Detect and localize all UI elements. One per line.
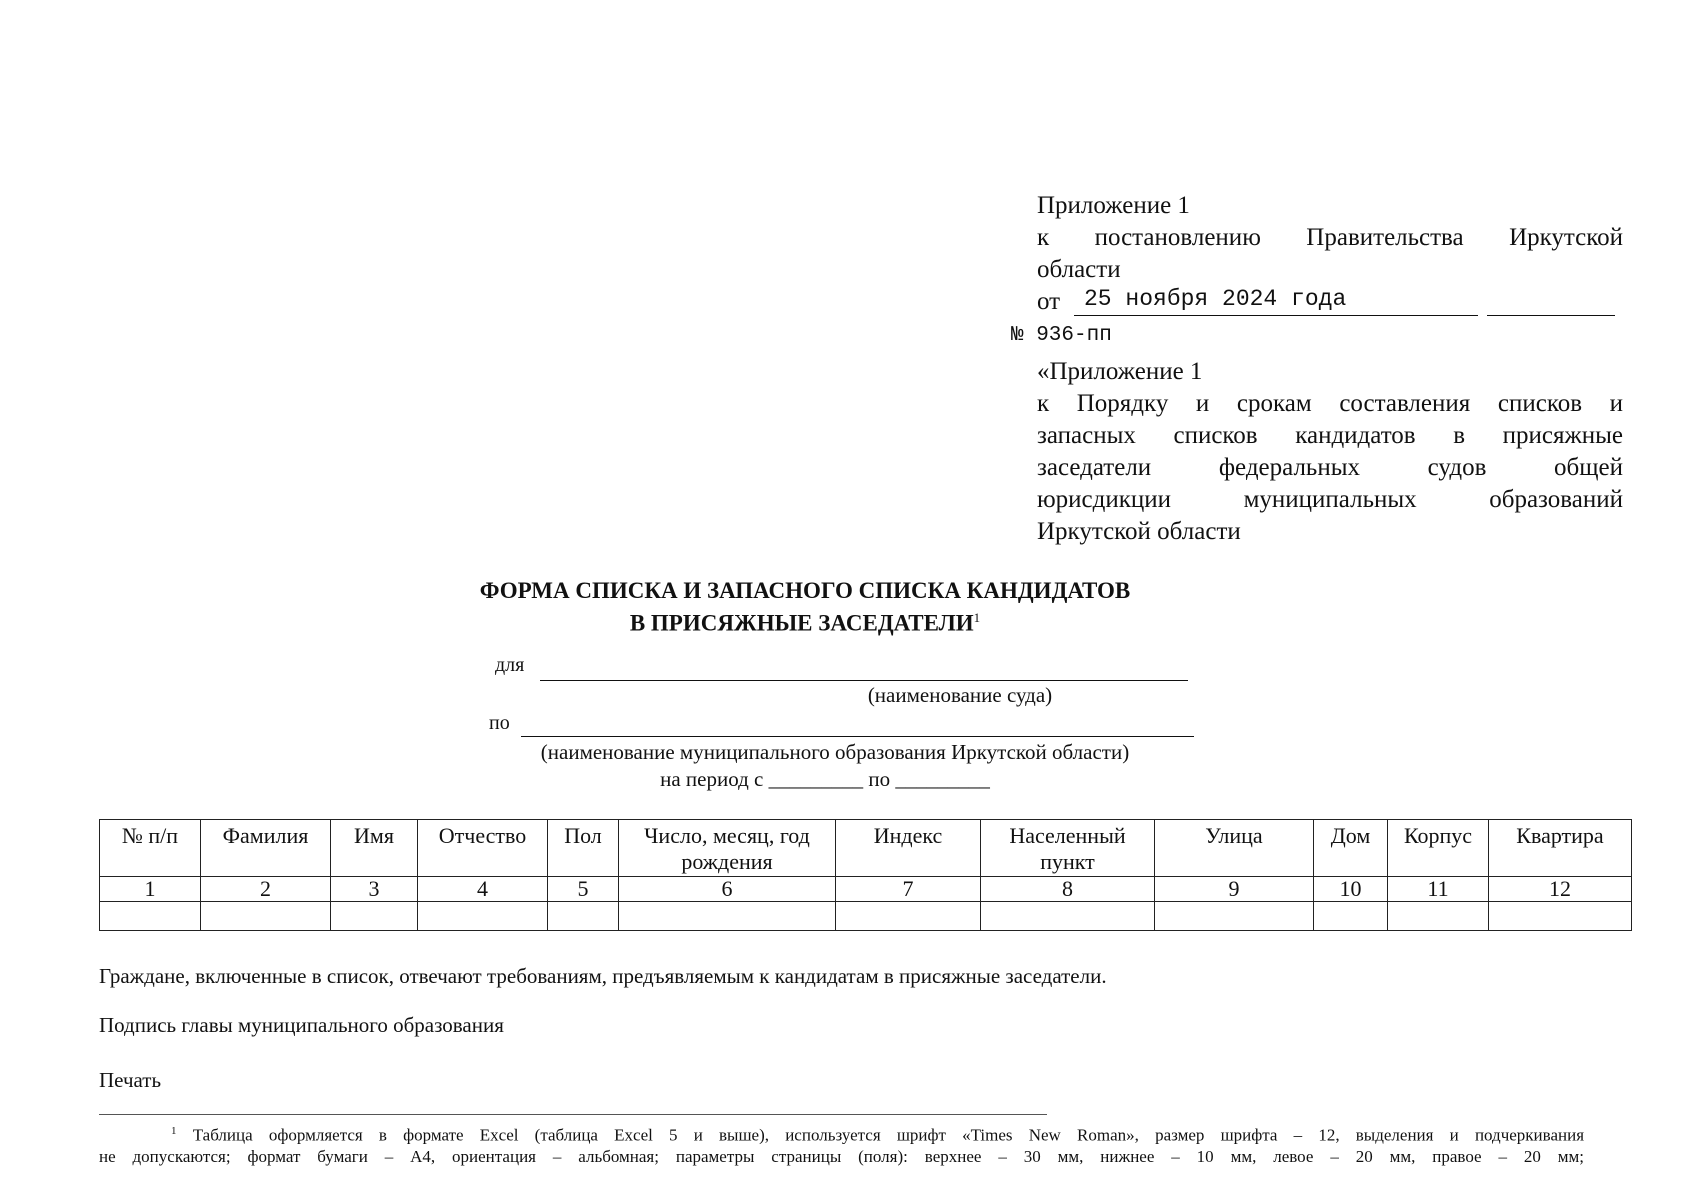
table-cell[interactable]	[418, 902, 548, 931]
table-cell[interactable]	[981, 902, 1155, 931]
appendix-header	[1011, 190, 1623, 548]
period-prefix: на период с	[660, 767, 764, 791]
period-to-field[interactable]: _________	[895, 767, 990, 791]
column-header: Индекс	[836, 820, 981, 877]
period-mid: по	[868, 767, 891, 791]
footnote-line-1	[99, 1121, 1584, 1146]
column-number: 1	[100, 877, 201, 902]
table-cell[interactable]	[548, 902, 619, 931]
resolution-line: к постановлению Правительства Иркутской	[1037, 224, 1623, 251]
court-caption: (наименование суда)	[867, 683, 1053, 707]
signature-label: Подпись главы муниципального образования	[99, 1013, 504, 1037]
column-header: № п/п	[100, 820, 201, 877]
column-header: Отчество	[418, 820, 548, 877]
stamp-label: Печать	[99, 1068, 162, 1092]
form-title-line-2	[420, 604, 1190, 637]
column-header: Населенный пункт	[981, 820, 1155, 877]
by-label: по	[489, 712, 510, 734]
column-header: Улица	[1155, 820, 1314, 877]
appendix-label: Приложение 1	[1037, 192, 1190, 219]
court-name-line[interactable]	[540, 680, 1188, 681]
table-cell[interactable]	[100, 902, 201, 931]
resolution-date: 25 ноября 2024 года	[1084, 286, 1347, 312]
table-cell[interactable]	[1314, 902, 1388, 931]
for-label: для	[495, 654, 525, 676]
period-from-field[interactable]: _________	[768, 767, 864, 791]
date-underline	[1074, 315, 1478, 316]
number-underline	[1487, 315, 1615, 316]
table-cell[interactable]	[201, 902, 331, 931]
column-number: 11	[1388, 877, 1489, 902]
order-line: к Порядку и срокам составления списков и	[1037, 390, 1623, 417]
candidates-table	[99, 819, 1632, 931]
form-title-line-1: ФОРМА СПИСКА И ЗАПАСНОГО СПИСКА КАНДИДАТОВ	[479, 578, 1131, 603]
column-number: 8	[981, 877, 1155, 902]
column-header: Число, месяц, год рождения	[619, 820, 836, 877]
column-header: Имя	[331, 820, 418, 877]
table-cell[interactable]	[1155, 902, 1314, 931]
column-header: Дом	[1314, 820, 1388, 877]
order-line: заседатели федеральных судов общей	[1037, 454, 1623, 481]
table-cell[interactable]	[619, 902, 836, 931]
inner-appendix-label: «Приложение 1	[1037, 358, 1203, 385]
column-number-row	[100, 877, 1632, 902]
municipality-caption: (наименование муниципального образования Иркутской области)	[540, 740, 1130, 764]
footnote-line-2: не допускаются; формат бумаги – А4, ориентация – альбомная; параметры страницы (поля): верхнее – 30 мм, нижнее – 10 мм, левое – 20 мм, правое – 20 мм;	[99, 1146, 1584, 1166]
column-number: 12	[1489, 877, 1632, 902]
column-number: 2	[201, 877, 331, 902]
date-prefix: от	[1037, 288, 1061, 315]
table-cell[interactable]	[1489, 902, 1632, 931]
form-title-text: В ПРИСЯЖНЫЕ ЗАСЕДАТЕЛИ	[629, 610, 974, 636]
column-header: Фамилия	[201, 820, 331, 877]
footnote-mark: 1	[171, 1125, 177, 1137]
table-header-row	[100, 820, 1632, 877]
eligibility-statement: Граждане, включенные в список, отвечают требованиям, предъявляемым к кандидатам в присяжные заседатели.	[99, 964, 1107, 988]
column-number: 10	[1314, 877, 1388, 902]
resolution-date-row	[1037, 286, 1623, 320]
table-cell[interactable]	[836, 902, 981, 931]
column-number: 5	[548, 877, 619, 902]
table-row	[100, 902, 1632, 931]
column-header: Корпус	[1388, 820, 1489, 877]
period-row	[590, 767, 1060, 792]
footnote-separator	[99, 1114, 1047, 1115]
column-number: 6	[619, 877, 836, 902]
column-header: Пол	[548, 820, 619, 877]
order-line: юрисдикции муниципальных образований	[1037, 486, 1623, 513]
footnote	[99, 1121, 1584, 1167]
column-number: 9	[1155, 877, 1314, 902]
table-cell[interactable]	[331, 902, 418, 931]
column-number: 4	[418, 877, 548, 902]
footnote-text-1: Таблица оформляется в формате Excel (таблица Excel 5 и выше), используется шрифт «Times New Roman», размер шрифта – 12, выделения и подчеркивания	[192, 1125, 1585, 1145]
table-cell[interactable]	[1388, 902, 1489, 931]
resolution-line-2: области	[1037, 256, 1121, 283]
footnote-mark: 1	[973, 610, 981, 625]
form-title	[420, 577, 1190, 637]
column-number: 7	[836, 877, 981, 902]
resolution-number: № 936-пп	[1011, 324, 1112, 347]
column-header: Квартира	[1489, 820, 1632, 877]
column-number: 3	[331, 877, 418, 902]
order-line: Иркутской области	[1037, 518, 1241, 545]
order-line: запасных списков кандидатов в присяжные	[1037, 422, 1623, 449]
municipality-name-line[interactable]	[521, 736, 1194, 737]
